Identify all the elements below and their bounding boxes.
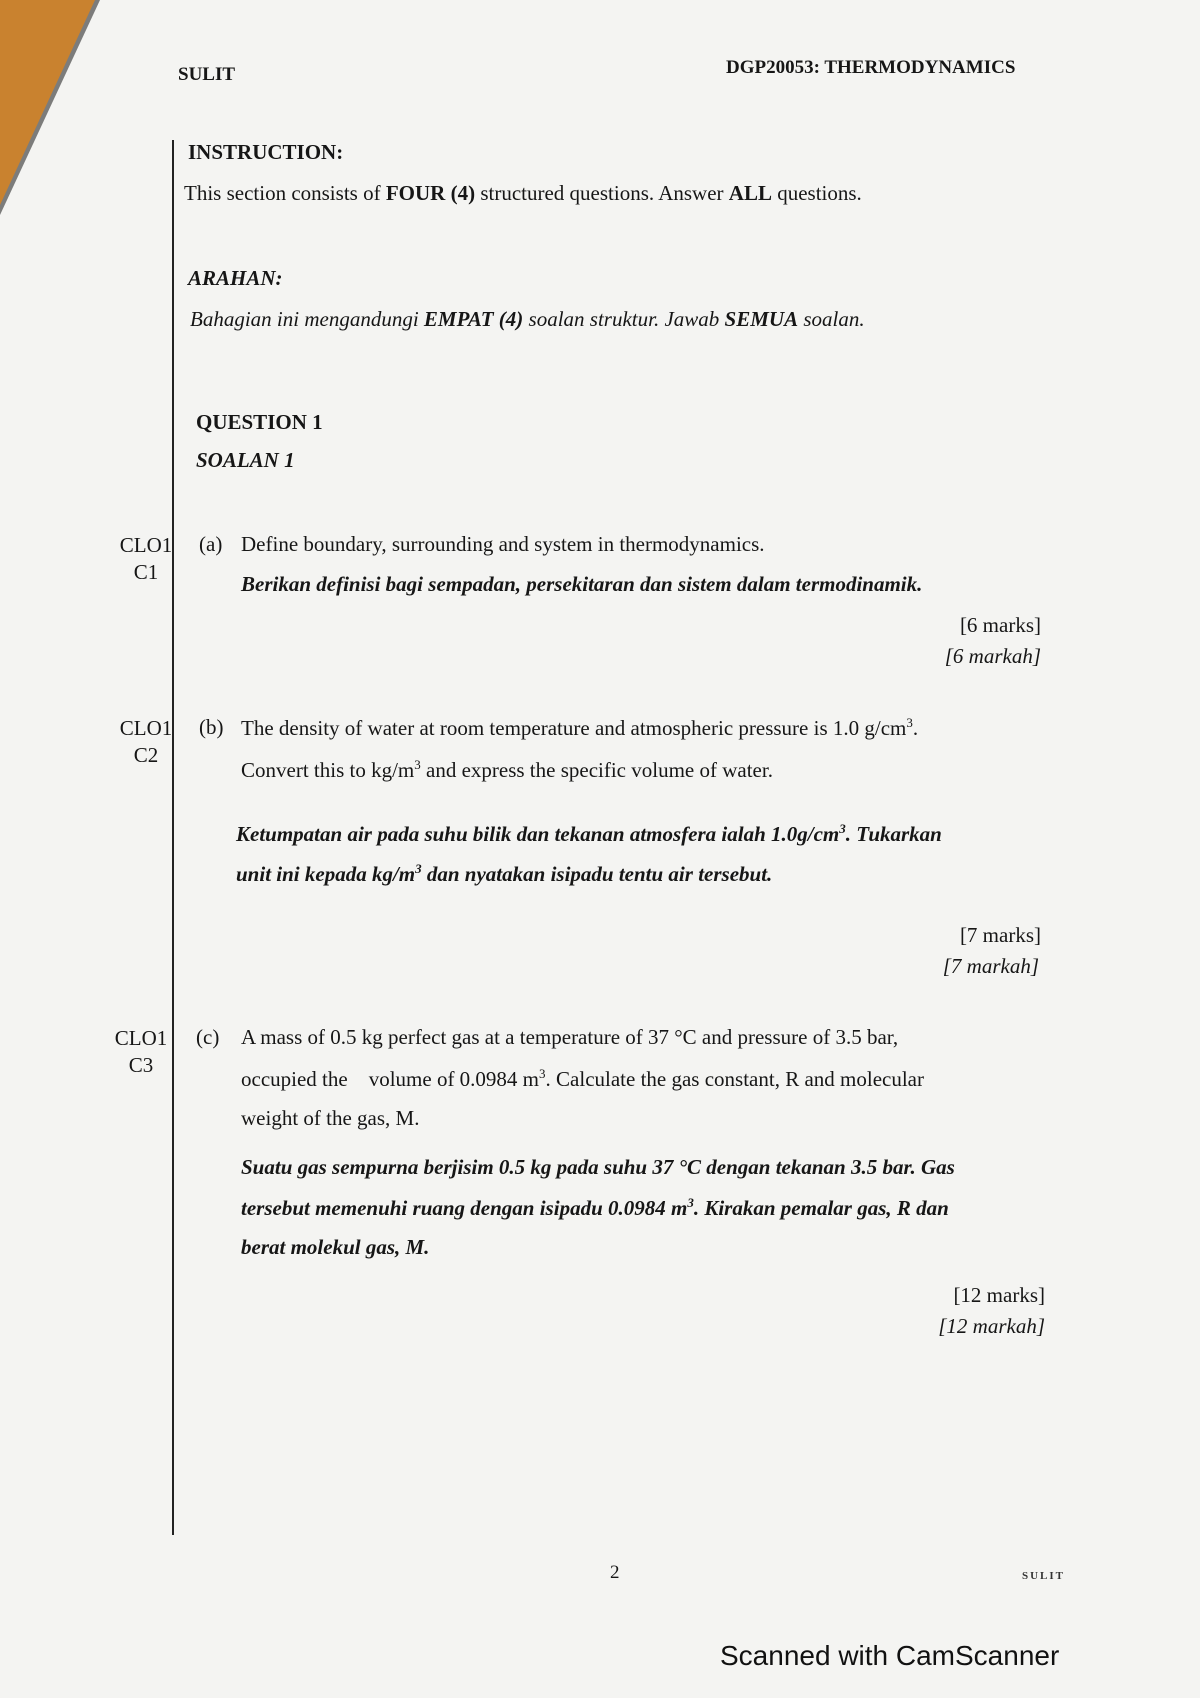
part-label-c: (c) [196,1025,220,1049]
part-c-line-3: weight of the gas, M. [241,1106,420,1130]
part-c-line-2: occupied the volume of 0.0984 $m^3$. Calculate the gas constant, R and molecular [241,1066,924,1091]
clo-label-a: CLO1 C1 [119,533,173,584]
footer-classification: SULIT [1022,1570,1066,1582]
camscanner-watermark: Scanned with CamScanner [720,1640,1060,1671]
part-b-line-2: Convert this to $kg/m^3$ and express the specific volume of water. [241,757,773,782]
part-label-a: (a) [199,532,223,556]
part-b-line-1: The density of water at room temperature and atmospheric pressure is 1.0 $g/cm^3$. [241,715,919,740]
question-title-malay: SOALAN 1 [196,448,295,472]
part-b-marks: [7 marks] [959,923,1041,947]
part-a-malay: Berikan definisi bagi sempadan, persekitaran dan sistem dalam termodinamik. [241,572,923,596]
part-c-markah: [12 markah] [938,1314,1045,1338]
arahan-text: Bahagian ini mengandungi EMPAT (4) soalan struktur. Jawab SEMUA soalan. [190,307,865,331]
part-c-malay-2: tersebut memenuhi ruang dengan isipadu 0.0984 $m^3$. Kirakan pemalar gas, R dan [241,1195,949,1220]
part-a-markah: [6 markah] [944,644,1041,668]
margin-rule [172,140,174,1535]
part-c-malay-3: berat molekul gas, M. [241,1235,430,1259]
clo-label-b: CLO1 C2 [119,716,173,767]
part-a-text: Define boundary, surrounding and system in thermodynamics. [241,532,765,556]
question-title: QUESTION 1 [196,410,323,434]
instruction-heading: INSTRUCTION: [188,140,344,164]
part-b-markah: [7 markah] [942,954,1039,978]
part-c-malay-1: Suatu gas sempurna berjisim 0.5 kg pada suhu 37 °C dengan tekanan 3.5 bar. Gas [241,1155,955,1179]
arahan-heading: ARAHAN: [188,266,283,290]
page-number: 2 [610,1562,620,1583]
instruction-text: This section consists of FOUR (4) structured questions. Answer ALL questions. [184,181,862,205]
part-c-marks: [12 marks] [953,1283,1045,1307]
header-course-code: DGP20053: THERMODYNAMICS [726,57,1016,78]
page-corner-fold [0,0,95,205]
part-a-marks: [6 marks] [959,613,1041,637]
part-label-b: (b) [199,715,224,739]
part-c-line-1: A mass of 0.5 kg perfect gas at a temperature of 37 °C and pressure of 3.5 bar, [241,1025,899,1049]
clo-label-c: CLO1 C3 [114,1026,168,1077]
part-b-malay-2: unit ini kepada $kg/m^3$ dan nyatakan isipadu tentu air tersebut. [236,861,773,886]
part-b-malay-1: Ketumpatan air pada suhu bilik dan tekanan atmosfera ialah $1.0g/cm^3$. Tukarkan [236,821,942,846]
header-classification: SULIT [178,64,236,85]
